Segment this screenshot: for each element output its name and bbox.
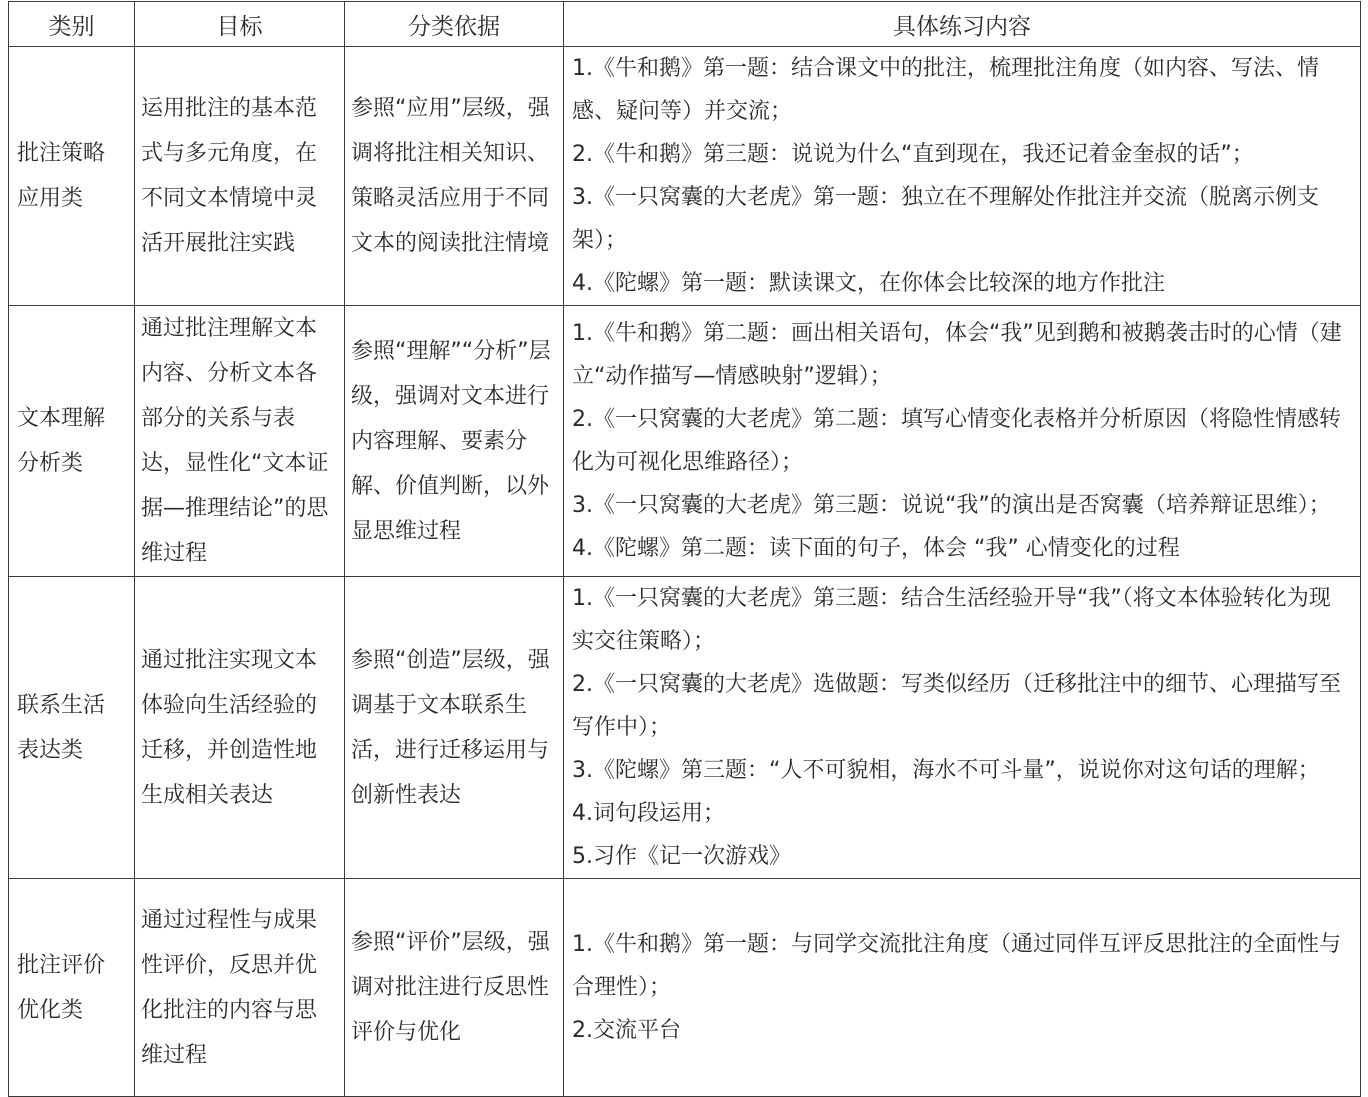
table-body <box>9 47 1361 1097</box>
category-cell: 联系生活表达类 <box>9 577 135 879</box>
header-category: 类别 <box>9 2 135 47</box>
content-item: 2.《一只窝囊的大老虎》选做题：写类似经历（迁移批注中的细节、心理描写至写作中）； <box>572 672 1341 740</box>
header-content: 具体练习内容 <box>564 2 1361 47</box>
content-item: 1.《牛和鹅》第二题：画出相关语句，体会“我”见到鹅和被鹅袭击时的心情（建立“动作描写—情感映射”逻辑）； <box>572 321 1342 389</box>
basis-cell: 参照“评价”层级，强调对批注进行反思性评价与优化 <box>345 879 564 1097</box>
content-item: 4.《陀螺》第一题：默读课文，在你体会比较深的地方作批注 <box>572 271 1165 296</box>
content-item: 4.词句段运用； <box>572 801 725 826</box>
category-cell: 文本理解分析类 <box>9 306 135 577</box>
content-item: 2.《一只窝囊的大老虎》第二题：填写心情变化表格并分析原因（将隐性情感转化为可视化思维路径）； <box>572 407 1341 475</box>
content-item: 5.习作《记一次游戏》 <box>572 844 791 869</box>
goal-cell: 通过过程性与成果性评价，反思并优化批注的内容与思维过程 <box>135 879 345 1097</box>
content-item: 4.《陀螺》第二题：读下面的句子，体会 “我” 心情变化的过程 <box>572 536 1180 561</box>
content-item: 1.《牛和鹅》第一题：与同学交流批注角度（通过同伴互评反思批注的全面性与合理性）； <box>572 932 1341 1000</box>
content-item: 2.交流平台 <box>572 1018 681 1043</box>
goal-cell: 运用批注的基本范式与多元角度，在不同文本情境中灵活开展批注实践 <box>135 47 345 306</box>
content-cell <box>564 306 1361 577</box>
basis-cell: 参照“应用”层级，强调将批注相关知识、策略灵活应用于不同文本的阅读批注情境 <box>345 47 564 306</box>
table-header <box>9 2 1361 47</box>
table-row <box>9 306 1361 577</box>
table-row <box>9 577 1361 879</box>
category-cell: 批注评价优化类 <box>9 879 135 1097</box>
header-row <box>9 2 1361 47</box>
practice-table <box>8 1 1361 1097</box>
content-item: 1.《一只窝囊的大老虎》第三题：结合生活经验开导“我”（将文本体验转化为现实交往策略）； <box>572 586 1331 654</box>
content-cell <box>564 47 1361 306</box>
goal-cell: 通过批注理解文本内容、分析文本各部分的关系与表达，显性化“文本证据—推理结论”的思维过程 <box>135 306 345 577</box>
content-cell <box>564 577 1361 879</box>
content-item: 3.《一只窝囊的大老虎》第一题：独立在不理解处作批注并交流（脱离示例支架）； <box>572 185 1319 253</box>
content-cell <box>564 879 1361 1097</box>
basis-cell: 参照“创造”层级，强调基于文本联系生活，进行迁移运用与创新性表达 <box>345 577 564 879</box>
category-cell: 批注策略应用类 <box>9 47 135 306</box>
content-item: 1.《牛和鹅》第一题：结合课文中的批注，梳理批注角度（如内容、写法、情感、疑问等）并交流； <box>572 56 1319 124</box>
basis-cell: 参照“理解”“分析”层级，强调对文本进行内容理解、要素分解、价值判断，以外显思维过程 <box>345 306 564 577</box>
table-row <box>9 879 1361 1097</box>
content-item: 3.《一只窝囊的大老虎》第三题：说说“我”的演出是否窝囊（培养辩证思维）； <box>572 493 1331 518</box>
content-item: 3.《陀螺》第三题：“人不可貌相，海水不可斗量”，说说你对这句话的理解； <box>572 758 1320 783</box>
header-basis: 分类依据 <box>345 2 564 47</box>
header-goal: 目标 <box>135 2 345 47</box>
table-row <box>9 47 1361 306</box>
content-item: 2.《牛和鹅》第三题：说说为什么“直到现在，我还记着金奎叔的话”； <box>572 142 1254 167</box>
goal-cell: 通过批注实现文本体验向生活经验的迁移，并创造性地生成相关表达 <box>135 577 345 879</box>
